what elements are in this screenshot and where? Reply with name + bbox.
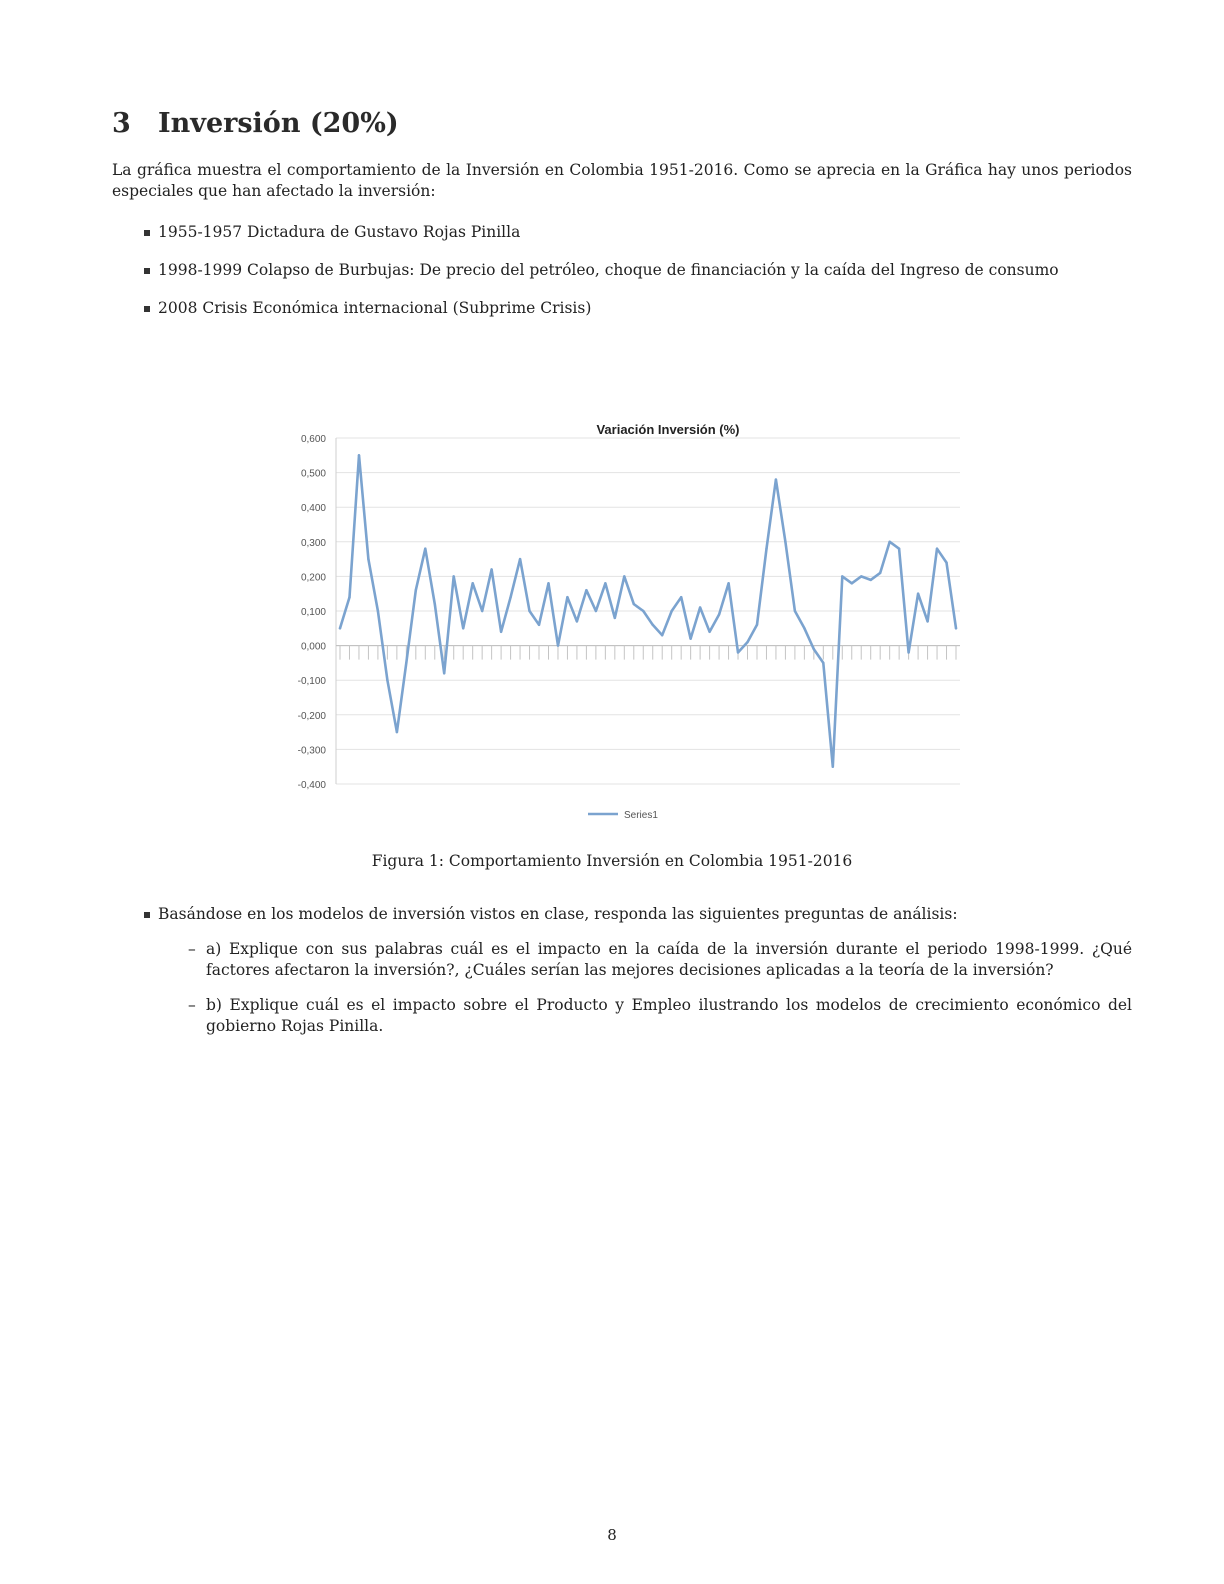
chart-svg: [270, 410, 970, 830]
data-point: [851, 582, 853, 584]
y-tick-label: 0,400: [300, 503, 326, 515]
data-point: [348, 596, 350, 598]
data-point: [737, 651, 739, 653]
data-point: [727, 582, 729, 584]
data-point: [860, 575, 862, 577]
data-point: [718, 613, 720, 615]
y-tick-label: -0,300: [297, 745, 326, 757]
data-point: [907, 651, 909, 653]
list-item: 1998-1999 Colapso de Burbujas: De precio del petróleo, choque de financiación y la caída del Ingreso de consumo: [112, 260, 1132, 281]
data-point: [528, 610, 530, 612]
data-point: [576, 620, 578, 622]
data-point: [453, 575, 455, 577]
data-point: [547, 582, 549, 584]
list-item: 2008 Crisis Económica internacional (Subprime Crisis): [112, 298, 1132, 319]
data-point: [519, 558, 521, 560]
questions-list: [112, 904, 1132, 1051]
y-tick-label: -0,100: [297, 676, 326, 688]
data-point: [870, 579, 872, 581]
data-point: [490, 568, 492, 570]
data-point: [746, 641, 748, 643]
y-tick-label: 0,300: [300, 537, 326, 549]
data-point: [434, 603, 436, 605]
data-point: [765, 548, 767, 550]
data-point: [623, 575, 625, 577]
data-point: [462, 627, 464, 629]
data-point: [775, 478, 777, 480]
y-tick-label: -0,400: [297, 780, 326, 791]
data-point: [566, 596, 568, 598]
figure-caption: Figura 1: Comportamiento Inversión en Colombia 1951-2016: [371, 852, 853, 870]
data-point: [680, 596, 682, 598]
questions-sublist: [158, 939, 1132, 1037]
legend-label: Series1: [624, 810, 658, 821]
investment-chart: [270, 410, 970, 830]
data-point: [415, 589, 417, 591]
data-point: [642, 610, 644, 612]
y-tick-label: 0,200: [300, 572, 326, 584]
section-number: 3: [112, 108, 131, 139]
data-point: [813, 648, 815, 650]
y-tick-label: 0,600: [300, 434, 326, 445]
data-point: [917, 593, 919, 595]
data-point: [595, 610, 597, 612]
data-point: [708, 631, 710, 633]
section-title-text: Inversión (20%): [158, 108, 399, 139]
data-point: [803, 627, 805, 629]
data-point: [396, 731, 398, 733]
chart-title: Variación Inversión (%): [596, 422, 740, 437]
data-point: [689, 637, 691, 639]
data-point: [585, 589, 587, 591]
data-point: [424, 548, 426, 550]
data-point: [509, 596, 511, 598]
y-tick-label: 0,000: [300, 641, 326, 653]
question-a: – a) Explique con sus palabras cuál es el impacto en la caída de la inversión durante el periodo 1998-1999. ¿Qué factores afectaron la inversión?, ¿Cuáles serían las mejores decisiones aplicadas a la teoría de la inversión?: [158, 939, 1132, 981]
questions-intro: Basándose en los modelos de inversión vistos en clase, responda las siguientes preguntas de análisis:: [158, 905, 958, 923]
data-point: [832, 766, 834, 768]
data-point: [339, 627, 341, 629]
data-point: [604, 582, 606, 584]
data-point: [822, 662, 824, 664]
data-point: [699, 606, 701, 608]
data-point: [926, 620, 928, 622]
data-point: [633, 603, 635, 605]
data-point: [841, 575, 843, 577]
data-point: [670, 610, 672, 612]
data-point: [794, 610, 796, 612]
section-heading: [112, 108, 399, 139]
y-tick-label: 0,500: [300, 468, 326, 480]
data-point: [888, 541, 890, 543]
y-tick-label: -0,200: [297, 710, 326, 722]
data-point: [377, 610, 379, 612]
data-point: [614, 617, 616, 619]
data-point: [471, 582, 473, 584]
data-point: [945, 561, 947, 563]
data-point: [481, 610, 483, 612]
data-point: [661, 634, 663, 636]
data-point: [405, 662, 407, 664]
data-point: [756, 624, 758, 626]
data-point: [936, 548, 938, 550]
data-point: [538, 624, 540, 626]
data-point: [879, 572, 881, 574]
data-point: [367, 558, 369, 560]
data-point: [386, 679, 388, 681]
data-point: [955, 627, 957, 629]
y-tick-label: 0,100: [300, 607, 326, 618]
data-point: [500, 631, 502, 633]
page-number: 8: [607, 1526, 617, 1544]
data-point: [652, 624, 654, 626]
data-point: [898, 548, 900, 550]
intro-paragraph: La gráfica muestra el comportamiento de la Inversión en Colombia 1951-2016. Como se aprecia en la Gráfica hay unos periodos especiales que han afectado la inversión:: [112, 161, 1132, 200]
data-point: [358, 454, 360, 456]
questions-item: [112, 904, 1132, 1037]
list-item: 1955-1957 Dictadura de Gustavo Rojas Pinilla: [112, 222, 1132, 243]
question-b: – b) Explique cuál es el impacto sobre el Producto y Empleo ilustrando los modelos de crecimiento económico del gobierno Rojas Pinilla.: [158, 995, 1132, 1037]
data-point: [443, 672, 445, 674]
data-point: [557, 644, 559, 646]
period-list: [112, 222, 1132, 336]
data-point: [784, 541, 786, 543]
